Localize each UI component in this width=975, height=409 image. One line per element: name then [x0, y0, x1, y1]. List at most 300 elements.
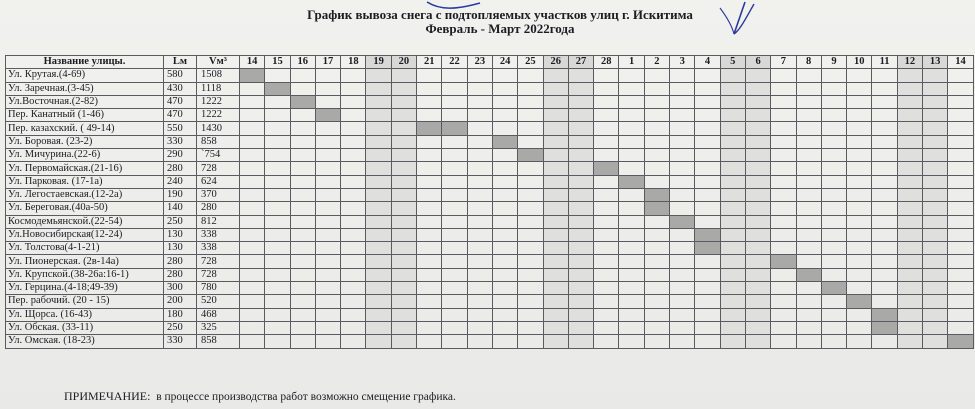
- day-cell: [745, 162, 770, 175]
- street-name-cell: Ул. Герцина.(4-18;49-39): [6, 282, 164, 295]
- day-cell: [745, 149, 770, 162]
- scheduled-day-cell: [417, 122, 442, 135]
- day-cell: [771, 242, 796, 255]
- day-cell: [720, 175, 745, 188]
- day-cell: [695, 122, 720, 135]
- day-cell: [695, 82, 720, 95]
- day-cell: [670, 268, 695, 281]
- day-cell: [644, 228, 669, 241]
- table-row: [6, 321, 974, 334]
- day-header: 1: [619, 56, 644, 69]
- day-cell: [948, 282, 973, 295]
- day-cell: [417, 228, 442, 241]
- volume-cell: 280: [197, 202, 240, 215]
- day-cell: [240, 95, 265, 108]
- day-cell: [771, 109, 796, 122]
- day-cell: [442, 202, 467, 215]
- day-cell: [315, 335, 340, 348]
- day-cell: [417, 268, 442, 281]
- street-name-cell: Ул. Щорса. (16-43): [6, 308, 164, 321]
- day-cell: [543, 95, 568, 108]
- day-cell: [897, 295, 922, 308]
- day-cell: [467, 175, 492, 188]
- day-cell: [821, 335, 846, 348]
- scheduled-day-cell: [644, 188, 669, 201]
- day-cell: [745, 255, 770, 268]
- day-cell: [695, 215, 720, 228]
- day-cell: [240, 82, 265, 95]
- day-cell: [366, 162, 391, 175]
- day-cell: [745, 321, 770, 334]
- length-cell: 190: [164, 188, 197, 201]
- day-cell: [872, 69, 897, 82]
- day-cell: [821, 295, 846, 308]
- scheduled-day-cell: [695, 228, 720, 241]
- length-cell: 280: [164, 162, 197, 175]
- day-cell: [720, 228, 745, 241]
- day-cell: [923, 335, 948, 348]
- table-row: [6, 175, 974, 188]
- day-cell: [821, 149, 846, 162]
- day-cell: [847, 268, 872, 281]
- day-cell: [543, 135, 568, 148]
- day-cell: [492, 255, 517, 268]
- day-cell: [568, 321, 593, 334]
- day-cell: [341, 242, 366, 255]
- day-cell: [366, 82, 391, 95]
- day-cell: [821, 188, 846, 201]
- day-cell: [442, 95, 467, 108]
- street-name-cell: Пер. казахский. ( 49-14): [6, 122, 164, 135]
- street-name-cell: Ул. Парковая. (17-1а): [6, 175, 164, 188]
- day-cell: [872, 335, 897, 348]
- day-cell: [568, 109, 593, 122]
- day-cell: [745, 82, 770, 95]
- day-cell: [240, 295, 265, 308]
- day-cell: [619, 69, 644, 82]
- day-cell: [872, 228, 897, 241]
- day-cell: [543, 162, 568, 175]
- day-cell: [366, 202, 391, 215]
- day-cell: [670, 82, 695, 95]
- day-cell: [518, 282, 543, 295]
- day-cell: [492, 308, 517, 321]
- day-cell: [240, 242, 265, 255]
- day-cell: [366, 149, 391, 162]
- day-cell: [442, 109, 467, 122]
- day-cell: [948, 215, 973, 228]
- day-cell: [619, 188, 644, 201]
- day-cell: [543, 282, 568, 295]
- day-cell: [341, 308, 366, 321]
- day-cell: [568, 242, 593, 255]
- day-cell: [796, 255, 821, 268]
- day-cell: [897, 162, 922, 175]
- day-header: 11: [872, 56, 897, 69]
- length-cell: 550: [164, 122, 197, 135]
- day-cell: [796, 335, 821, 348]
- street-name-cell: Ул.Новосибирская(12-24): [6, 228, 164, 241]
- day-cell: [594, 188, 619, 201]
- day-cell: [341, 82, 366, 95]
- day-cell: [467, 282, 492, 295]
- day-cell: [290, 335, 315, 348]
- day-cell: [543, 335, 568, 348]
- day-header: 22: [442, 56, 467, 69]
- day-cell: [315, 321, 340, 334]
- day-cell: [341, 149, 366, 162]
- day-cell: [543, 242, 568, 255]
- day-cell: [644, 215, 669, 228]
- day-cell: [745, 242, 770, 255]
- day-cell: [948, 295, 973, 308]
- day-cell: [315, 215, 340, 228]
- volume-cell: 728: [197, 162, 240, 175]
- day-cell: [796, 202, 821, 215]
- day-cell: [265, 255, 290, 268]
- day-cell: [467, 295, 492, 308]
- day-cell: [796, 109, 821, 122]
- day-cell: [315, 268, 340, 281]
- day-cell: [240, 202, 265, 215]
- day-cell: [923, 82, 948, 95]
- day-header: 10: [847, 56, 872, 69]
- day-cell: [290, 135, 315, 148]
- day-cell: [315, 95, 340, 108]
- table-row: [6, 215, 974, 228]
- day-cell: [670, 175, 695, 188]
- scheduled-day-cell: [872, 308, 897, 321]
- day-cell: [619, 149, 644, 162]
- day-cell: [796, 295, 821, 308]
- day-cell: [897, 308, 922, 321]
- table-row: [6, 135, 974, 148]
- day-cell: [670, 282, 695, 295]
- day-cell: [518, 175, 543, 188]
- footnote-text: в процессе производства работ возможно смещение графика.: [156, 391, 456, 403]
- day-cell: [923, 255, 948, 268]
- day-header: 21: [417, 56, 442, 69]
- header-street-name: Название улицы.: [6, 56, 164, 69]
- day-cell: [948, 95, 973, 108]
- day-cell: [366, 175, 391, 188]
- table-row: [6, 202, 974, 215]
- day-cell: [644, 335, 669, 348]
- day-cell: [492, 282, 517, 295]
- day-cell: [847, 308, 872, 321]
- day-cell: [341, 321, 366, 334]
- day-cell: [341, 95, 366, 108]
- day-cell: [341, 202, 366, 215]
- day-cell: [442, 335, 467, 348]
- day-cell: [417, 308, 442, 321]
- day-cell: [897, 109, 922, 122]
- day-cell: [695, 295, 720, 308]
- day-cell: [467, 308, 492, 321]
- day-cell: [442, 282, 467, 295]
- day-cell: [821, 308, 846, 321]
- scheduled-day-cell: [847, 295, 872, 308]
- day-cell: [644, 255, 669, 268]
- day-cell: [872, 149, 897, 162]
- length-cell: 470: [164, 109, 197, 122]
- day-cell: [543, 268, 568, 281]
- day-cell: [695, 135, 720, 148]
- day-cell: [821, 69, 846, 82]
- day-cell: [467, 122, 492, 135]
- day-cell: [341, 215, 366, 228]
- day-cell: [518, 308, 543, 321]
- day-header: 2: [644, 56, 669, 69]
- volume-cell: 370: [197, 188, 240, 201]
- scheduled-day-cell: [872, 321, 897, 334]
- day-cell: [695, 162, 720, 175]
- day-cell: [315, 122, 340, 135]
- day-cell: [872, 268, 897, 281]
- day-cell: [543, 295, 568, 308]
- day-cell: [366, 295, 391, 308]
- day-cell: [366, 69, 391, 82]
- day-cell: [897, 82, 922, 95]
- day-header: 13: [923, 56, 948, 69]
- day-cell: [442, 162, 467, 175]
- street-name-cell: Ул. Мичурина.(22-6): [6, 149, 164, 162]
- day-cell: [366, 321, 391, 334]
- day-cell: [265, 175, 290, 188]
- day-cell: [745, 175, 770, 188]
- day-cell: [670, 228, 695, 241]
- day-cell: [644, 122, 669, 135]
- day-cell: [644, 242, 669, 255]
- day-cell: [771, 202, 796, 215]
- day-cell: [948, 135, 973, 148]
- day-cell: [670, 335, 695, 348]
- day-cell: [695, 188, 720, 201]
- day-cell: [897, 268, 922, 281]
- day-cell: [265, 228, 290, 241]
- day-cell: [897, 335, 922, 348]
- day-cell: [290, 149, 315, 162]
- day-cell: [720, 122, 745, 135]
- day-cell: [821, 162, 846, 175]
- day-cell: [518, 95, 543, 108]
- street-name-cell: Ул. Крупской.(38-26а:16-1): [6, 268, 164, 281]
- day-cell: [518, 162, 543, 175]
- day-cell: [315, 308, 340, 321]
- day-cell: [366, 255, 391, 268]
- day-cell: [821, 202, 846, 215]
- length-cell: 250: [164, 215, 197, 228]
- day-cell: [923, 242, 948, 255]
- day-cell: [341, 335, 366, 348]
- day-cell: [467, 228, 492, 241]
- day-header: 6: [745, 56, 770, 69]
- day-cell: [897, 321, 922, 334]
- day-cell: [670, 255, 695, 268]
- day-cell: [872, 202, 897, 215]
- day-cell: [796, 215, 821, 228]
- street-name-cell: Ул. Заречная.(3-45): [6, 82, 164, 95]
- volume-cell: 812: [197, 215, 240, 228]
- day-cell: [923, 135, 948, 148]
- day-header: 14: [240, 56, 265, 69]
- day-cell: [240, 149, 265, 162]
- day-cell: [417, 321, 442, 334]
- day-cell: [543, 82, 568, 95]
- day-cell: [467, 255, 492, 268]
- day-cell: [771, 295, 796, 308]
- table-row: [6, 228, 974, 241]
- day-cell: [568, 69, 593, 82]
- day-cell: [720, 295, 745, 308]
- day-cell: [543, 255, 568, 268]
- day-cell: [720, 242, 745, 255]
- day-cell: [442, 321, 467, 334]
- table-row: [6, 95, 974, 108]
- day-cell: [543, 215, 568, 228]
- length-cell: 240: [164, 175, 197, 188]
- length-cell: 250: [164, 321, 197, 334]
- day-cell: [644, 282, 669, 295]
- day-cell: [923, 215, 948, 228]
- day-cell: [796, 122, 821, 135]
- day-cell: [568, 335, 593, 348]
- day-cell: [847, 95, 872, 108]
- day-cell: [847, 175, 872, 188]
- length-cell: 180: [164, 308, 197, 321]
- day-cell: [897, 188, 922, 201]
- table-row: [6, 122, 974, 135]
- day-cell: [492, 215, 517, 228]
- day-cell: [796, 162, 821, 175]
- day-cell: [568, 95, 593, 108]
- day-cell: [391, 321, 416, 334]
- day-cell: [619, 255, 644, 268]
- day-cell: [948, 242, 973, 255]
- day-cell: [720, 308, 745, 321]
- day-cell: [518, 321, 543, 334]
- day-header: 9: [821, 56, 846, 69]
- document-subtitle: Февраль - Март 2022года: [425, 21, 575, 36]
- day-cell: [391, 175, 416, 188]
- day-cell: [442, 135, 467, 148]
- day-cell: [518, 255, 543, 268]
- day-cell: [670, 69, 695, 82]
- day-cell: [745, 135, 770, 148]
- day-cell: [695, 69, 720, 82]
- day-cell: [240, 162, 265, 175]
- day-cell: [745, 215, 770, 228]
- length-cell: 200: [164, 295, 197, 308]
- day-cell: [923, 109, 948, 122]
- day-cell: [720, 109, 745, 122]
- table-row: [6, 268, 974, 281]
- day-cell: [467, 95, 492, 108]
- day-cell: [796, 135, 821, 148]
- day-cell: [518, 335, 543, 348]
- day-cell: [315, 149, 340, 162]
- day-cell: [771, 321, 796, 334]
- day-cell: [442, 228, 467, 241]
- day-cell: [796, 82, 821, 95]
- day-cell: [492, 188, 517, 201]
- day-cell: [240, 188, 265, 201]
- table-row: [6, 282, 974, 295]
- footnote: [64, 390, 456, 404]
- day-header: 8: [796, 56, 821, 69]
- day-cell: [644, 321, 669, 334]
- day-cell: [720, 149, 745, 162]
- day-cell: [315, 228, 340, 241]
- day-cell: [745, 268, 770, 281]
- street-name-cell: Ул. Первомайская.(21-16): [6, 162, 164, 175]
- day-cell: [518, 135, 543, 148]
- day-cell: [341, 228, 366, 241]
- day-cell: [847, 202, 872, 215]
- day-cell: [872, 255, 897, 268]
- length-cell: 290: [164, 149, 197, 162]
- day-cell: [543, 149, 568, 162]
- day-cell: [518, 228, 543, 241]
- day-cell: [594, 268, 619, 281]
- day-cell: [391, 95, 416, 108]
- day-cell: [467, 321, 492, 334]
- day-cell: [518, 295, 543, 308]
- day-cell: [391, 255, 416, 268]
- volume-cell: 624: [197, 175, 240, 188]
- scheduled-day-cell: [619, 175, 644, 188]
- day-cell: [240, 135, 265, 148]
- day-cell: [948, 175, 973, 188]
- day-cell: [720, 321, 745, 334]
- day-cell: [670, 242, 695, 255]
- day-cell: [568, 268, 593, 281]
- table-row: [6, 188, 974, 201]
- day-cell: [897, 135, 922, 148]
- day-cell: [240, 321, 265, 334]
- day-cell: [670, 188, 695, 201]
- day-header: 12: [897, 56, 922, 69]
- day-cell: [644, 149, 669, 162]
- volume-cell: 858: [197, 135, 240, 148]
- scheduled-day-cell: [315, 109, 340, 122]
- day-cell: [771, 149, 796, 162]
- day-cell: [594, 175, 619, 188]
- day-cell: [341, 255, 366, 268]
- day-cell: [265, 109, 290, 122]
- day-cell: [442, 149, 467, 162]
- day-cell: [341, 282, 366, 295]
- day-cell: [670, 135, 695, 148]
- day-cell: [492, 242, 517, 255]
- day-cell: [923, 175, 948, 188]
- day-cell: [366, 122, 391, 135]
- day-cell: [847, 69, 872, 82]
- volume-cell: 338: [197, 242, 240, 255]
- day-cell: [492, 295, 517, 308]
- day-cell: [265, 295, 290, 308]
- day-cell: [391, 295, 416, 308]
- day-cell: [594, 69, 619, 82]
- day-cell: [644, 109, 669, 122]
- day-cell: [366, 228, 391, 241]
- table-row: [6, 109, 974, 122]
- day-cell: [821, 215, 846, 228]
- day-cell: [619, 321, 644, 334]
- day-cell: [568, 228, 593, 241]
- scheduled-day-cell: [265, 82, 290, 95]
- day-cell: [821, 122, 846, 135]
